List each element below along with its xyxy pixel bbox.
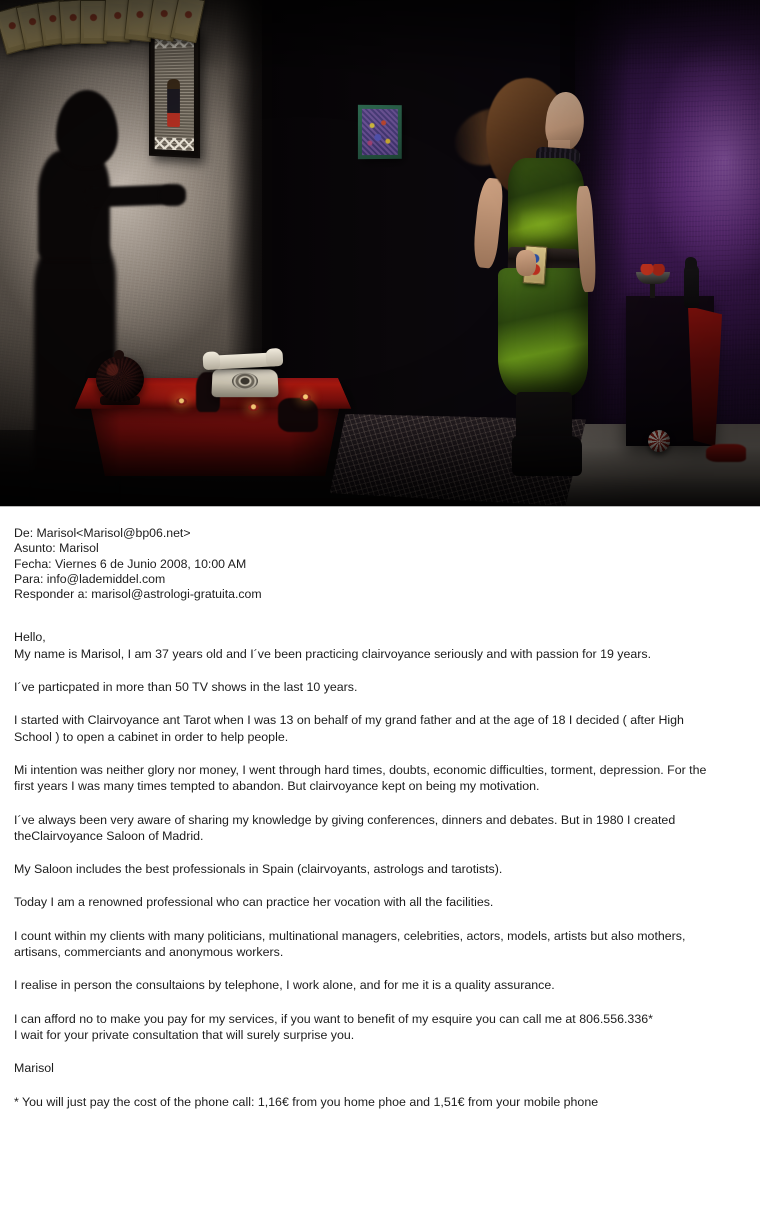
black-boots [512, 436, 582, 476]
email-header-to: Para: info@lademiddel.com [14, 571, 166, 586]
beaded-square-artwork [358, 105, 402, 159]
red-and-white-striped-ball [648, 430, 670, 452]
artwork-border-bottom [155, 137, 194, 151]
email-headers [14, 526, 748, 602]
green-dress-skirt [498, 268, 588, 396]
artwork-beadwork [362, 109, 398, 155]
framed-folk-icon-artwork [149, 28, 200, 159]
tea-light-candle [300, 394, 311, 401]
signature: Marisol [14, 1061, 54, 1076]
promotional-photograph [0, 0, 760, 507]
tea-light-candle [176, 398, 187, 405]
carved-dark-crystal-ball [96, 356, 144, 402]
black-hand-sculpture [684, 264, 699, 308]
woman-hand [516, 250, 536, 276]
cast-shadow-hand [160, 184, 186, 206]
body-paragraph: Today I am a renowned professional who can practice her vocation with all the facilities. [14, 895, 494, 910]
call-to-action-line: I can afford no to make you pay for my services, if you want to benefit of my esquire you can call me at 806.556.336* [14, 1011, 653, 1026]
body-paragraph: I realise in person the consultaions by telephone, I work alone, and for me it is a quality assurance. [14, 978, 555, 993]
pricing-footnote: * You will just pay the cost of the phone call: 1,16€ from you home phoe and 1,51€ from your mobile phone [14, 1094, 599, 1109]
email-header-date: Fecha: Viernes 6 de Junio 2008, 10:00 AM [14, 556, 247, 571]
artwork-figure [167, 79, 180, 127]
email-header-subject: Asunto: Marisol [14, 541, 99, 556]
email-header-from: De: Marisol<Marisol@bp06.net> [14, 526, 191, 540]
email-body [14, 629, 714, 1109]
tea-light-candle [248, 404, 259, 411]
body-paragraph: I´ve always been very aware of sharing my knowledge by giving conferences, dinners and debates. But in 1980 I created theClairvoyance Saloon of Madrid. [14, 812, 676, 843]
tarot-card-spread [0, 0, 230, 46]
email-message [0, 507, 748, 1110]
email-header-reply-to: Responder a: marisol@astrologi-gratuita.com [14, 587, 262, 602]
telephone-rotary-dial [232, 373, 259, 390]
greeting-line: Hello, [14, 630, 46, 645]
call-to-action-line: I wait for your private consultation that will surely surprise you. [14, 1027, 355, 1042]
body-paragraph: Mi intention was neither glory nor money, I went through hard times, doubts, economic difficulties, torment, depression. For the first years I was many times tempted to abandon. But clairvoyance kept on being my motivation. [14, 762, 707, 794]
dress-highlight [520, 206, 578, 242]
body-paragraph: I count within my clients with many politicians, multinational managers, celebrities, actors, models, artists but also mothers, artisans, commerciants and anonymous workers. [14, 928, 686, 960]
body-paragraph: My Saloon includes the best professionals in Spain (clairvoyants, astrologs and tarotists). [14, 862, 503, 877]
red-fruit [638, 264, 668, 276]
body-paragraph: I started with Clairvoyance ant Tarot when I was 13 on behalf of my grand father and at the age of 18 I decided ( after High School ) to open a cabinet in order to help people. [14, 713, 684, 744]
red-cloth-on-floor [706, 444, 746, 462]
table-drape-fold-right [278, 398, 318, 432]
bowl-stem [650, 284, 655, 298]
intro-paragraph: My name is Marisol, I am 37 years old and I´ve been practicing clairvoyance seriously and with passion for 19 years. [14, 646, 652, 661]
body-paragraph: I´ve particpated in more than 50 TV shows in the last 10 years. [14, 680, 358, 695]
